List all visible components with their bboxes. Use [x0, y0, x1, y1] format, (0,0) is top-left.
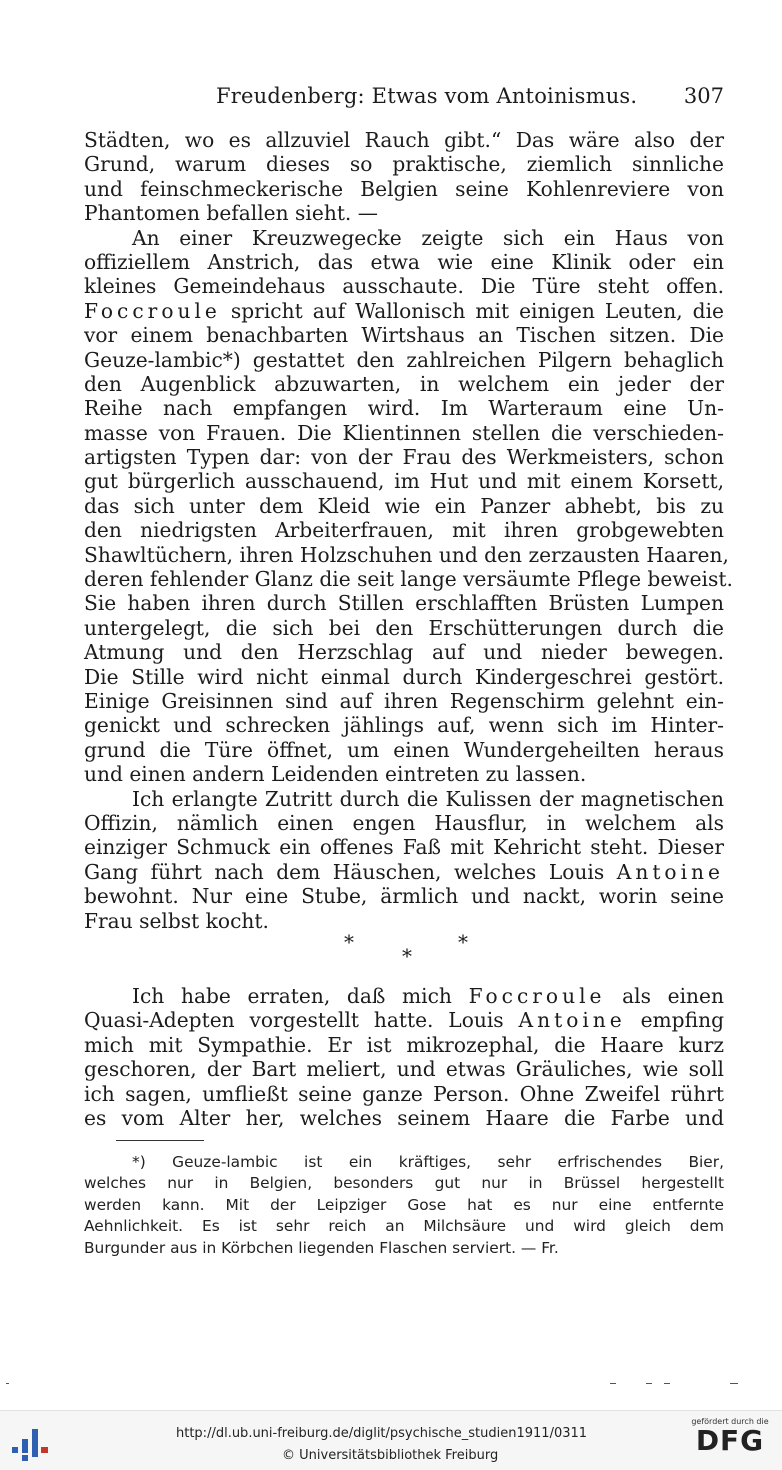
text-line: es vom Alter her, welches seinem Haare die Farbe und [84, 1105, 724, 1130]
text-line: Offizin, nämlich einen engen Hausflur, in welchem als [84, 810, 724, 835]
text-line: Geuze-lambic*) gestattet den zahlreichen Pilgern behaglich [84, 347, 724, 372]
text-line: Shawltüchern, ihren Holzschuhen und den zerzausten Haaren, [84, 542, 729, 567]
footnote-line: Aehnlichkeit. Es ist sehr reich an Milchsäure und wird gleich dem [84, 1217, 724, 1236]
text-line: geschoren, der Bart meliert, und etwas Gräuliches, wie soll [84, 1057, 724, 1082]
footnote-line: werden kann. Mit der Leipziger Gose hat es nur eine entfernte [84, 1195, 724, 1214]
main-text [84, 128, 733, 933]
text-line: deren fehlender Glanz die seit lange versäumte Pflege beweist. [84, 567, 733, 592]
library-logo-icon [10, 1425, 50, 1461]
text-line: Frau selbst kocht. [84, 908, 269, 933]
page-number: 307 [683, 84, 724, 108]
spaced-name: Antoine [616, 859, 724, 884]
text-line: offiziellem Anstrich, das etwa wie eine Klinik oder ein [84, 249, 724, 274]
footnote [84, 1152, 724, 1259]
text-line: ich sagen, umfließt seine ganze Person. Ohne Zweifel rührt [84, 1081, 724, 1106]
text-line: Phantomen befallen sieht. — [84, 201, 378, 226]
footnote-line: Burgunder aus in Körbchen liegenden Flaschen serviert. — Fr. [84, 1238, 559, 1257]
text-line: grund die Türe öffnet, um einen Wundergeheilten heraus [84, 737, 724, 762]
text-line: das sich unter dem Kleid wie ein Panzer abhebt, bis zu [84, 493, 724, 518]
dfg-wordmark: DFG [695, 1424, 765, 1457]
text-fragment: Quasi-Adepten vorgestellt hatte. Louis [84, 1008, 504, 1033]
text-line: Sie haben ihren durch Stillen erschlafften Brüsten Lumpen [84, 591, 724, 616]
footnote-line: welches nur in Belgien, besonders gut nur in Brüssel hergestellt [84, 1174, 724, 1193]
spaced-name: Foccroule [468, 984, 606, 1008]
text-line: untergelegt, die sich bei den Erschütterungen durch die [84, 615, 724, 640]
text-line: vor einem benachbarten Wirtshaus an Tischen sitzen. Die [84, 323, 724, 348]
viewer-footer [0, 1410, 782, 1470]
text-line: Städten, wo es allzuviel Rauch gibt.“ Das wäre also der [84, 128, 724, 152]
text-line: gut bürgerlich ausschauend, im Hut und mit einem Korsett, [84, 469, 724, 494]
scan-edge-marks [0, 1383, 782, 1393]
text-line: den niedrigsten Arbeiterfrauen, mit ihren grobgewebten [84, 518, 724, 543]
text-line [84, 1008, 724, 1032]
text-line: mich mit Sympathie. Er ist mikrozephal, die Haare kurz [84, 1032, 724, 1057]
footnote-line: *) Geuze-lambic ist ein kräftiges, sehr erfrischendes Bier, [132, 1153, 724, 1171]
dfg-tagline: gefördert durch die [691, 1417, 769, 1426]
copyright-notice: © Universitätsbibliothek Freiburg [282, 1448, 499, 1463]
text-line: und einen andern Leidenden eintreten zu lassen. [84, 762, 587, 787]
text-line: Atmung und den Herzschlag auf und nieder bewegen. [84, 640, 724, 665]
running-title: Freudenberg: Etwas vom Antoinismus. [216, 84, 638, 108]
text-line: Ich erlangte Zutritt durch die Kulissen der magnetischen [132, 786, 724, 811]
text-line: und feinschmeckerische Belgien seine Kohlenreviere von [84, 176, 724, 201]
section-break [84, 930, 724, 976]
text-line: masse von Frauen. Die Klientinnen stellen die verschieden- [84, 420, 724, 445]
text-line: kleines Gemeindehaus ausschaute. Die Türe steht offen. [84, 274, 724, 299]
text-line: artigsten Typen dar: von der Frau des Werkmeisters, schon [84, 445, 724, 470]
asterisk-glyph: * [344, 930, 354, 954]
running-header [84, 84, 724, 116]
text-fragment: spricht auf Wallonisch mit einigen Leuten, die [230, 298, 724, 323]
text-line [84, 984, 724, 1008]
footnote-divider [116, 1140, 204, 1141]
text-line: Die Stille wird nicht einmal durch Kindergeschrei gestört. [84, 664, 724, 689]
text-line: An einer Kreuzwegecke zeigte sich ein Haus von [132, 225, 724, 250]
text-fragment: Ich habe erraten, daß mich [132, 984, 452, 1008]
main-text-continued [84, 984, 724, 1130]
text-fragment: empfing [640, 1008, 724, 1033]
spaced-name: Foccroule [84, 298, 221, 323]
text-line: genickt und schrecken jählings auf, wenn sich im Hinter- [84, 713, 724, 738]
text-line: einziger Schmuck ein offenes Faß mit Kehricht steht. Dieser [84, 835, 724, 860]
text-line [84, 299, 724, 323]
text-line: Einige Greisinnen sind auf ihren Regenschirm gelehnt ein- [84, 688, 724, 713]
text-line: den Augenblick abzuwarten, in welchem ein jeder der [84, 371, 724, 396]
asterisk-glyph: * [402, 944, 412, 968]
text-line: Reihe nach empfangen wird. Im Warteraum eine Un- [84, 396, 724, 421]
text-fragment: als einen [622, 984, 725, 1008]
dfg-logo [688, 1417, 772, 1465]
spaced-name: Antoine [518, 1008, 626, 1033]
text-line: bewohnt. Nur eine Stube, ärmlich und nackt, worin seine [84, 884, 724, 909]
permalink[interactable]: http://dl.ub.uni-freiburg.de/diglit/psychische_studien1911/0311 [176, 1426, 588, 1441]
asterisk-glyph: * [458, 930, 468, 954]
text-line [84, 860, 724, 884]
text-fragment: Gang führt nach dem Häuschen, welches Louis [84, 859, 605, 884]
text-line: Grund, warum dieses so praktische, ziemlich sinnliche [84, 152, 724, 177]
